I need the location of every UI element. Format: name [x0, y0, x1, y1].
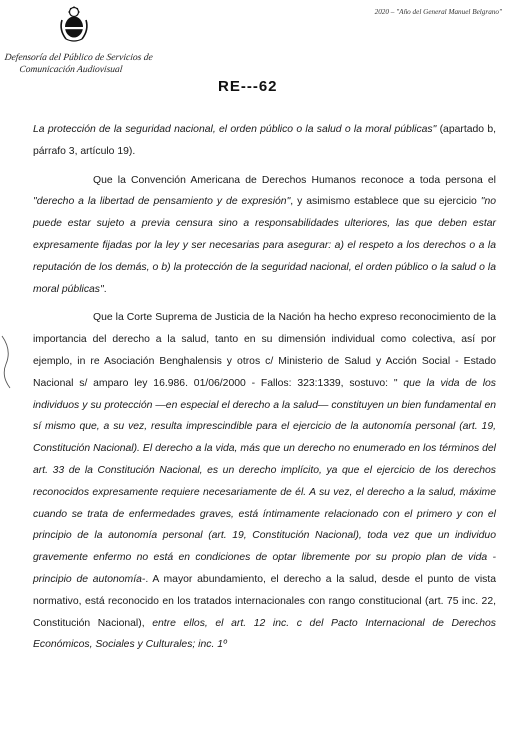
- organization-signature: [3, 52, 154, 76]
- paragraph-3: [33, 307, 496, 656]
- text-run: "no puede estar sujeto a previa censura sino a responsabilidades ulteriores, las que deben estar expresamente fijadas por la ley y ser necesarias para asegurar: a) el respeto a los derechos o a la reputación de los demás, o b) la protección de la seguridad nacional, el orden público o la salud o la moral públicas": [33, 196, 496, 295]
- year-motto: 2020 – "Año del General Manuel Belgrano": [374, 8, 502, 16]
- text-run: que la vida de los individuos y su protección —en especial el derecho a la salud— constituyen un bien fundamental en sí mismo que, a su vez, resulta imprescindible para el ejercicio de la autonomía personal (art. 19, Constitución Nacional). El derecho a la vida, más que un derecho no enumerado en los términos del art. 33 de la Constitución Nacional, es un derecho implícito, ya que el ejercicio de los derechos reconocidos expresamente requiere necesariamente de él. A su vez, el derecho a la salud, máxime cuando se trata de enfermedades graves, está íntimamente relacionado con el primero y con el principio de la autonomía personal (art. 19, Constitución Nacional), toda vez que un individuo gravemente enfermo no está en condiciones de optar libremente por su propio plan de vida -principio de autonomía-: [33, 377, 496, 585]
- org-name-line-1: Defensoría del Público de Servicios de: [4, 53, 154, 63]
- paragraph-1: [33, 119, 496, 163]
- text-run: Que la Convención Americana de Derechos Humanos reconoce a toda persona el: [93, 174, 496, 186]
- document-body: [33, 119, 496, 656]
- text-run: Que la Corte Suprema de Justicia de la Nación ha hecho expreso reconocimiento de la importancia del derecho a la salud, tanto en su dimensión individual como colectiva, así por ejemplo, in re Asociación Benghalensis y otros c/ Ministerio de Salud y Acción Social - Estado Nacional s/ amparo ley 16.986. 01/06/2000 - Fallos: 323:1339, sostuvo: ": [33, 312, 496, 389]
- text-run: (apartado b, párrafo 3, artículo 19).: [33, 124, 496, 157]
- national-coat-of-arms-icon: [58, 6, 90, 42]
- document-number-stamp: RE---62: [218, 78, 278, 95]
- text-run: "derecho a la libertad de pensamiento y de expresión": [33, 196, 291, 208]
- text-run: entre ellos, el art. 12 inc. c del Pacto Internacional de Derechos Económicos, Sociales y Culturales; inc. 1º: [33, 617, 497, 651]
- text-run: La protección de la seguridad nacional, el orden público o la salud o la moral públicas": [33, 124, 437, 135]
- text-run: , y asimismo establece que su ejercicio: [290, 196, 481, 208]
- org-name-line-2: Comunicación Audiovisual: [18, 65, 123, 75]
- text-run: . A mayor abundamiento, el derecho a la salud, desde el punto de vista normativo, está reconocido en los tratados internacionales con rango constitucional (art. 75 inc. 22, Constitución Nacional),: [33, 573, 496, 629]
- paragraph-2: [33, 170, 496, 301]
- text-run: .: [103, 283, 107, 295]
- margin-pen-mark: [0, 334, 16, 390]
